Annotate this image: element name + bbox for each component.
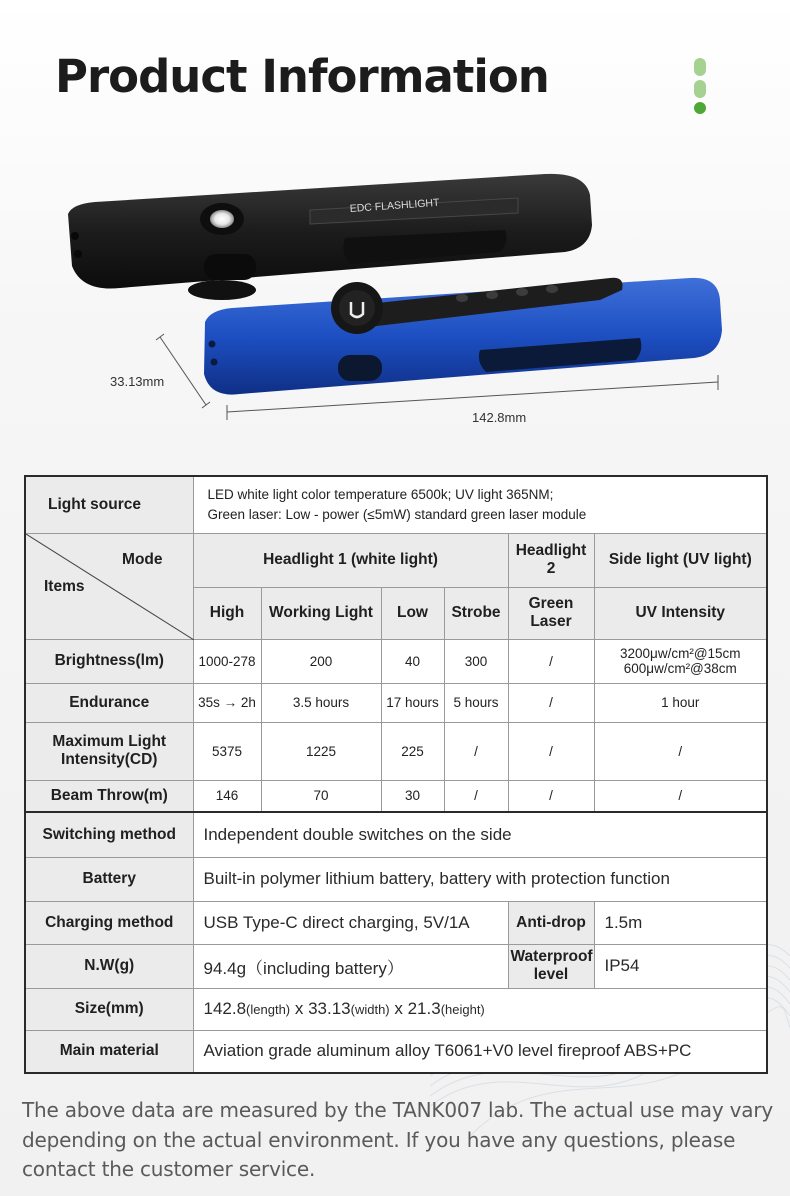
brightness-strobe: 300 [444, 639, 508, 683]
throw-low: 30 [381, 780, 444, 812]
anti-drop-label: Anti-drop [508, 901, 594, 944]
size-value [193, 988, 767, 1030]
switching-value: Independent double switches on the side [193, 812, 767, 857]
charging-label: Charging method [25, 901, 193, 944]
size-x-2: x [389, 999, 408, 1018]
waterproof-value: IP54 [594, 944, 767, 988]
intensity-low: 225 [381, 722, 444, 780]
endurance-low: 17 hours [381, 683, 444, 722]
row-brightness [25, 639, 767, 683]
row-intensity [25, 722, 767, 780]
black-body-label: EDC FLASHLIGHT [349, 196, 440, 215]
battery-label: Battery [25, 857, 193, 901]
size-label: Size(mm) [25, 988, 193, 1030]
mode-label: Mode [122, 550, 163, 568]
headlight2-header: Headlight 2 [508, 533, 594, 587]
brightness-laser: / [508, 639, 594, 683]
endurance-working: 3.5 hours [261, 683, 381, 722]
strobe-header: Strobe [444, 587, 508, 639]
light-source-line-2: Green laser: Low - power (≤5mW) standard green laser module [207, 506, 587, 522]
row-beam-throw [25, 780, 767, 812]
brightness-uv-line-1: 3200μw/cm²@15cm [620, 646, 741, 661]
weight-label: N.W(g) [25, 944, 193, 988]
headlight1-header: Headlight 1 (white light) [193, 533, 508, 587]
row-material [25, 1030, 767, 1073]
waterproof-label: Waterproof level [508, 944, 594, 988]
mode-items-header [25, 533, 193, 639]
row-header-groups [25, 533, 767, 587]
brightness-high: 1000-278 [193, 639, 261, 683]
working-light-header: Working Light [261, 587, 381, 639]
light-source-value [193, 476, 767, 533]
throw-label: Beam Throw(m) [25, 780, 193, 812]
low-header: Low [381, 587, 444, 639]
size-width: 33.13 [308, 999, 351, 1018]
footnote-text: The above data are measured by the TANK007 lab. The actual use may vary depending on the actual environment. If you have any questions, please contact the customer service. [22, 1098, 774, 1181]
weight-value: 94.4g（including battery） [193, 944, 508, 988]
items-label: Items [44, 577, 85, 595]
green-laser-header: Green Laser [508, 587, 594, 639]
throw-laser: / [508, 780, 594, 812]
throw-working: 70 [261, 780, 381, 812]
intensity-working: 1225 [261, 722, 381, 780]
brightness-uv [594, 639, 767, 683]
size-length-unit: (length) [246, 1002, 291, 1017]
high-header: High [193, 587, 261, 639]
size-length: 142.8 [203, 999, 247, 1018]
row-charging [25, 901, 767, 944]
spec-table [24, 475, 768, 1074]
throw-strobe: / [444, 780, 508, 812]
light-source-line-1: LED white light color temperature 6500k; UV light 365NM; [207, 486, 554, 502]
width-dimension-label: 33.13mm [110, 374, 165, 389]
brightness-working: 200 [261, 639, 381, 683]
endurance-label: Endurance [25, 683, 193, 722]
endurance-high: 35s → 2h [193, 683, 261, 722]
anti-drop-value: 1.5m [594, 901, 767, 944]
throw-uv: / [594, 780, 767, 812]
material-label: Main material [25, 1030, 193, 1073]
battery-value: Built-in polymer lithium battery, battery with protection function [193, 857, 767, 901]
size-height: 21.3 [407, 999, 441, 1018]
size-x-1: x [290, 999, 309, 1018]
intensity-label: Maximum Light Intensity(CD) [25, 722, 193, 780]
decorative-dots [694, 58, 706, 118]
uv-intensity-header: UV Intensity [594, 587, 767, 639]
row-light-source [25, 476, 767, 533]
intensity-laser: / [508, 722, 594, 780]
endurance-uv: 1 hour [594, 683, 767, 722]
flashlight-product-image [0, 150, 790, 440]
size-width-unit: (width) [350, 1002, 390, 1017]
brightness-label: Brightness(lm) [25, 639, 193, 683]
material-value: Aviation grade aluminum alloy T6061+V0 level fireproof ABS+PC [193, 1030, 767, 1073]
switching-label: Switching method [25, 812, 193, 857]
throw-high: 146 [193, 780, 261, 812]
intensity-strobe: / [444, 722, 508, 780]
brightness-uv-line-2: 600μw/cm²@38cm [623, 661, 737, 676]
length-dimension-label: 142.8mm [472, 410, 527, 425]
row-battery [25, 857, 767, 901]
side-light-header: Side light (UV light) [594, 533, 767, 587]
row-switching [25, 812, 767, 857]
intensity-high: 5375 [193, 722, 261, 780]
brightness-low: 40 [381, 639, 444, 683]
row-endurance [25, 683, 767, 722]
row-size [25, 988, 767, 1030]
page-title: Product Information [55, 50, 549, 103]
size-height-unit: (height) [440, 1002, 485, 1017]
row-weight [25, 944, 767, 988]
light-source-label: Light source [25, 476, 193, 533]
endurance-laser: / [508, 683, 594, 722]
charging-value: USB Type-C direct charging, 5V/1A [193, 901, 508, 944]
endurance-strobe: 5 hours [444, 683, 508, 722]
intensity-uv: / [594, 722, 767, 780]
